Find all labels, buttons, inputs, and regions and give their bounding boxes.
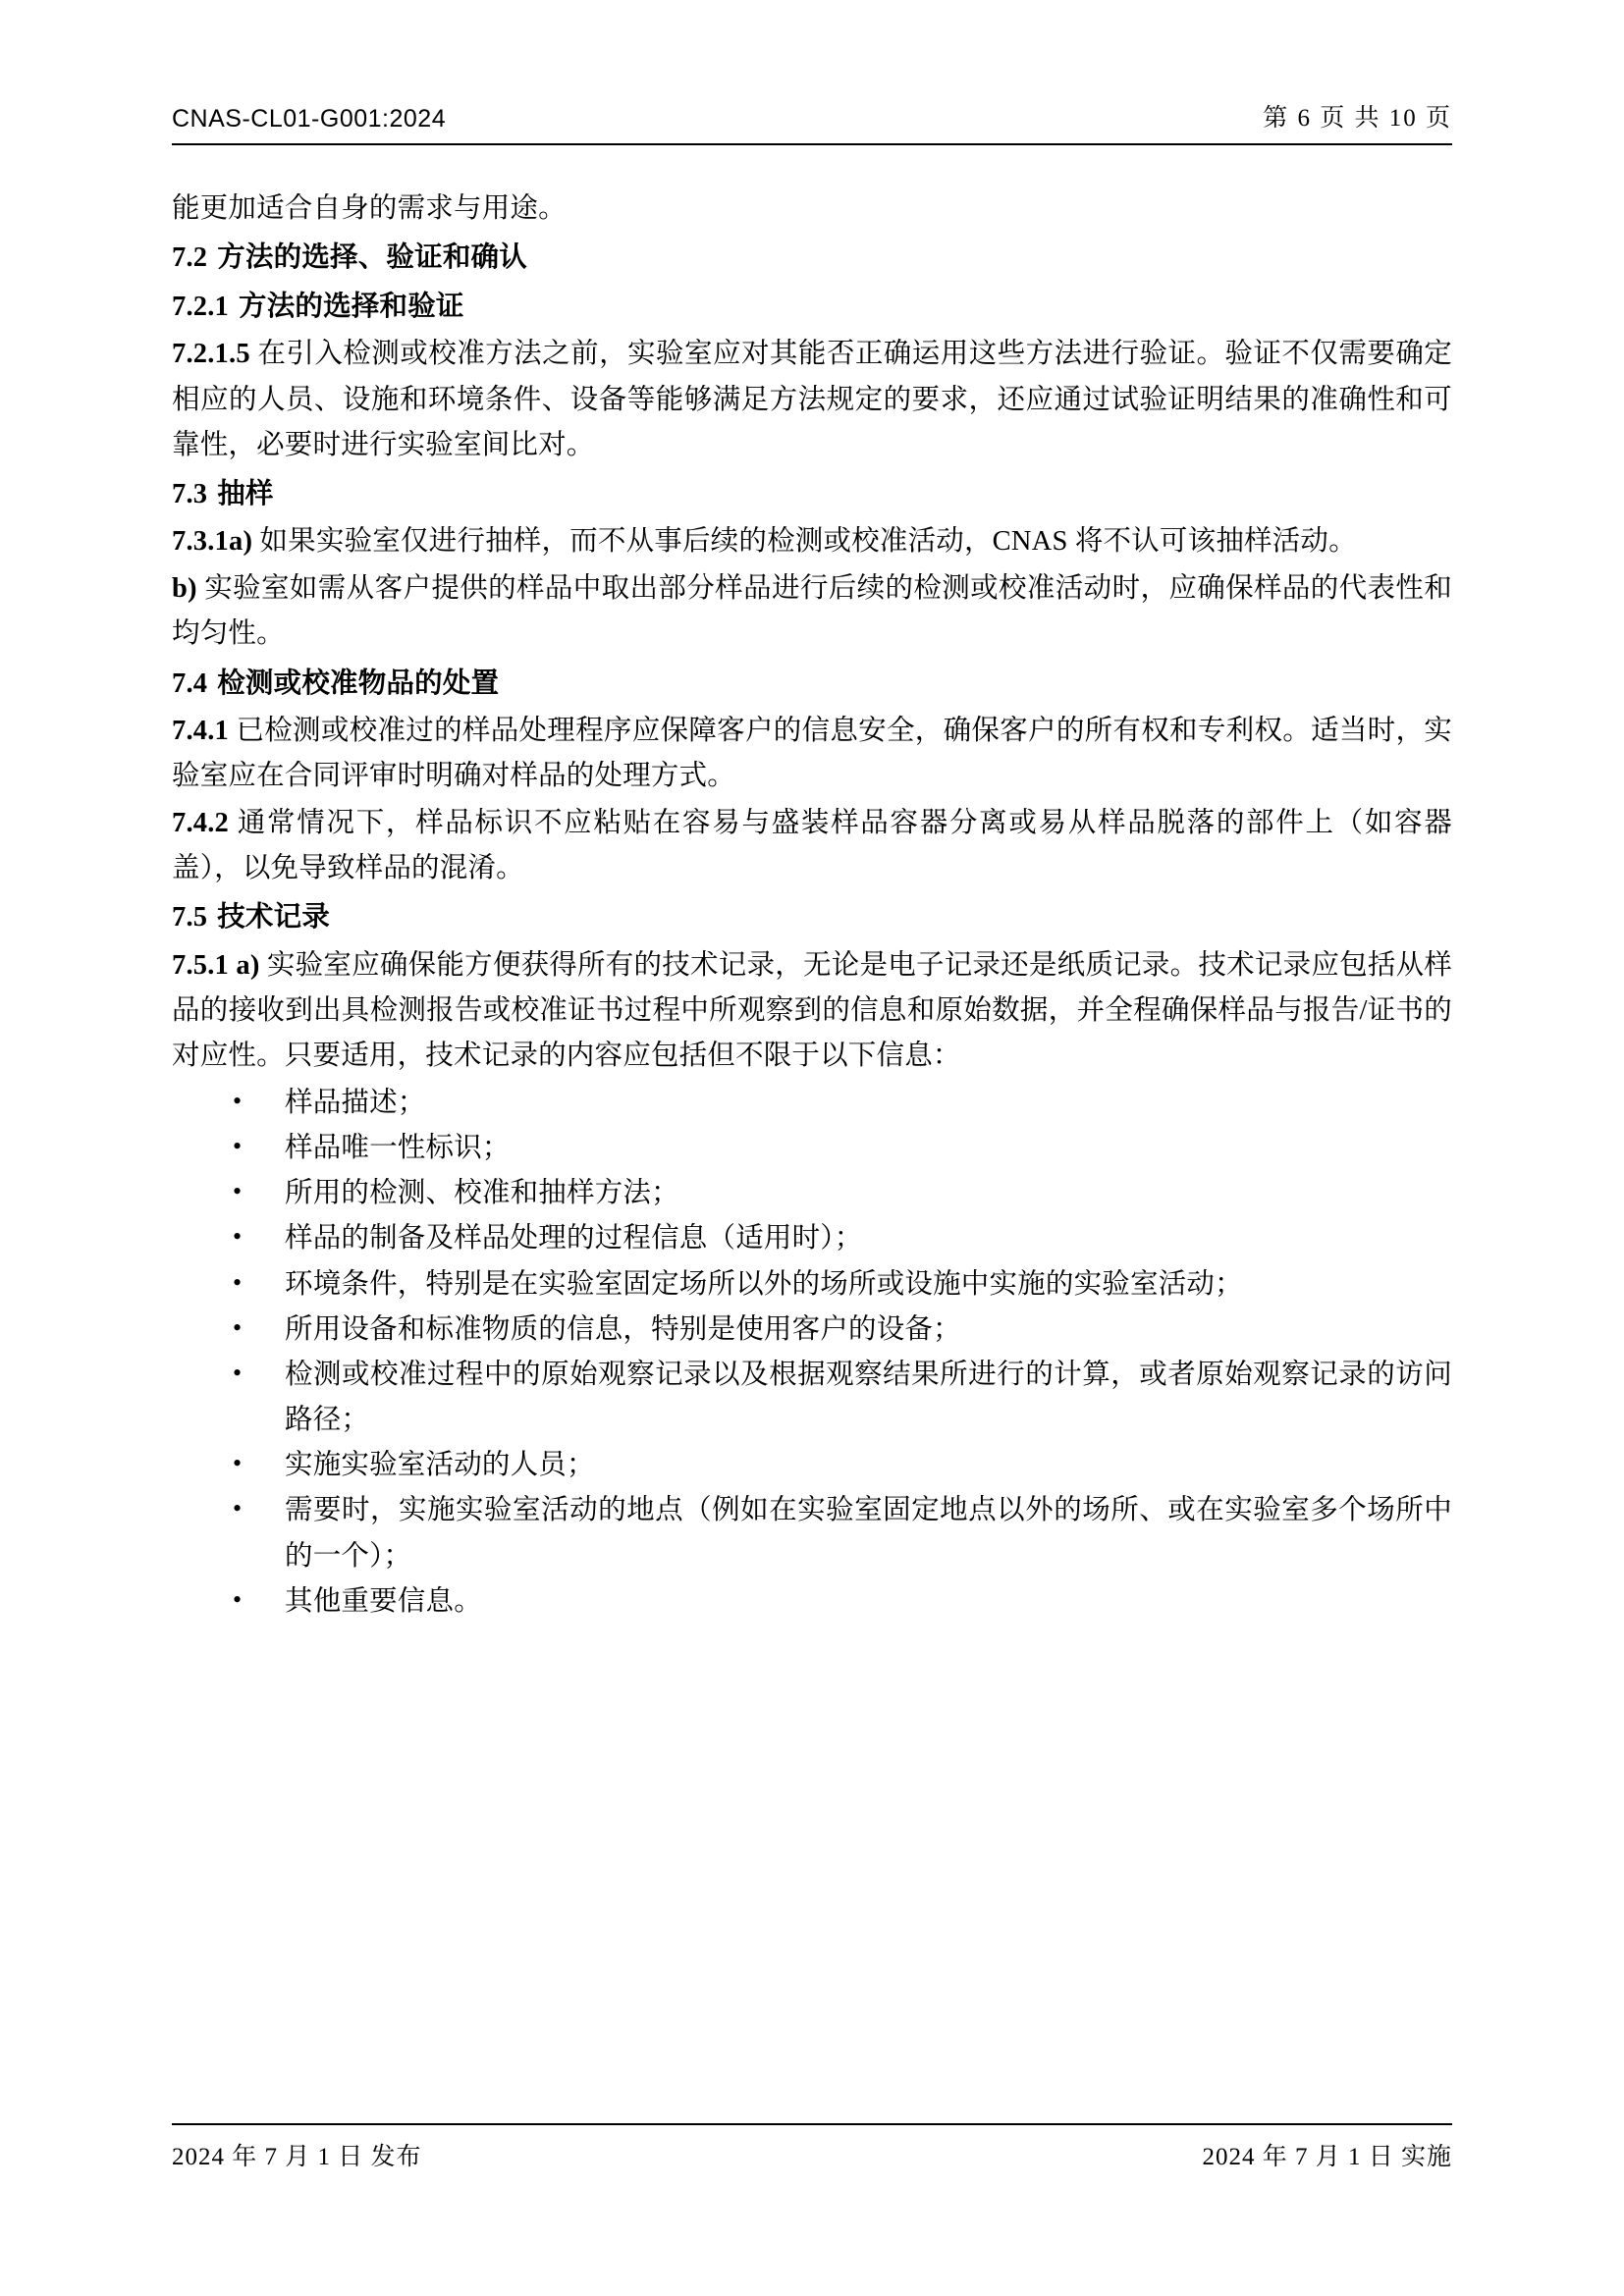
- footer-effective-date: 2024 年 7 月 1 日 实施: [1202, 2144, 1452, 2170]
- list-item: [172, 1216, 1452, 1261]
- heading-7-4-text: 检测或校准物品的处置: [217, 667, 500, 699]
- list-item-text: 所用设备和标准物质的信息，特别是使用客户的设备；: [285, 1313, 961, 1345]
- heading-7-2-1-text: 方法的选择和验证: [239, 292, 464, 323]
- paragraph-7-3-1b-text: 实验室如需从客户提供的样品中取出部分样品进行后续的检测或校准活动时，应确保样品的代表性和均匀性。: [172, 573, 1452, 650]
- list-item-text: 其他重要信息。: [285, 1585, 482, 1617]
- heading-7-2-1: [172, 285, 1452, 330]
- paragraph-7-3-1b-number: b): [172, 573, 197, 605]
- paragraph-7-5-1a-number: 7.5.1 a): [172, 949, 260, 981]
- paragraph-7-4-2: [172, 801, 1452, 891]
- list-item-text: 所用的检测、校准和抽样方法；: [285, 1178, 679, 1209]
- bullet-icon: •: [233, 1086, 243, 1115]
- bullet-icon: •: [233, 1449, 243, 1478]
- page-footer: [172, 2123, 1452, 2172]
- paragraph-7-4-1: [172, 709, 1452, 799]
- heading-7-2: [172, 236, 1452, 281]
- list-item: [172, 1579, 1452, 1625]
- list-item: [172, 1308, 1452, 1353]
- paragraph-7-4-2-text: 通常情况下，样品标识不应粘贴在容易与盛装样品容器分离或易从样品脱落的部件上（如容器盖），以免导致样品的混淆。: [172, 808, 1453, 884]
- bullet-icon: •: [233, 1132, 243, 1161]
- page-header: [172, 98, 1452, 145]
- list-item-text: 样品唯一性标识；: [285, 1133, 511, 1164]
- heading-7-3-text: 抽样: [217, 478, 274, 509]
- paragraph-7-3-1a-number: 7.3.1a): [172, 526, 253, 558]
- list-item: [172, 1126, 1452, 1171]
- paragraph-7-3-1b: [172, 566, 1452, 657]
- heading-7-2-1-number: 7.2.1: [172, 292, 229, 323]
- paragraph-7-4-1-text: 已检测或校准过的样品处理程序应保障客户的信息安全，确保客户的所有权和专利权。适当时，实验室应在合同评审时明确对样品的处理方式。: [172, 715, 1452, 791]
- list-item-text: 样品的制备及样品处理的过程信息（适用时）；: [285, 1223, 863, 1255]
- list-item-text: 需要时，实施实验室活动的地点（例如在实验室固定地点以外的场所、或在实验室多个场所中的一个）；: [285, 1495, 1452, 1572]
- list-item: [172, 1488, 1452, 1578]
- bullet-icon: •: [233, 1584, 243, 1614]
- document-code: CNAS-CL01-G001:2024: [172, 105, 447, 133]
- paragraph-7-5-1a-text: 实验室应确保能方便获得所有的技术记录，无论是电子记录还是纸质记录。技术记录应包括从样品的接收到出具检测报告或校准证书过程中所观察到的信息和原始数据，并全程确保样品与报告/证书的对应性。只要适用，技术记录的内容应包括但不限于以下信息：: [172, 949, 1453, 1071]
- list-item-text: 实施实验室活动的人员；: [285, 1450, 595, 1481]
- list-item-text: 样品描述；: [285, 1087, 426, 1118]
- page-number: 第 6 页 共 10 页: [1263, 105, 1452, 132]
- heading-7-2-number: 7.2: [172, 242, 208, 274]
- bullet-icon: •: [233, 1177, 243, 1206]
- heading-7-3-number: 7.3: [172, 478, 208, 509]
- list-item-text: 检测或校准过程中的原始观察记录以及根据观察结果所进行的计算，或者原始观察记录的访问路径；: [285, 1359, 1452, 1436]
- heading-7-5-text: 技术记录: [217, 902, 331, 934]
- bullet-icon: •: [233, 1494, 243, 1523]
- heading-7-4-number: 7.4: [172, 667, 208, 699]
- heading-7-5: [172, 895, 1452, 940]
- list-item-text: 环境条件，特别是在实验室固定场所以外的场所或设施中实施的实验室活动；: [285, 1268, 1243, 1300]
- carryover-paragraph: 能更加适合自身的需求与用途。: [172, 193, 567, 224]
- paragraph-7-3-1a: [172, 519, 1452, 564]
- bullet-icon: •: [233, 1267, 243, 1297]
- footer-issue-date: 2024 年 7 月 1 日 发布: [172, 2144, 422, 2170]
- bullet-icon: •: [233, 1358, 243, 1387]
- paragraph-7-4-2-number: 7.4.2: [172, 808, 229, 839]
- heading-7-5-number: 7.5: [172, 902, 208, 934]
- heading-7-2-text: 方法的选择、验证和确认: [217, 242, 527, 274]
- paragraph-7-2-1-5-number: 7.2.1.5: [172, 339, 250, 370]
- bullet-icon: •: [233, 1222, 243, 1252]
- list-item: [172, 1262, 1452, 1308]
- technical-record-list: [172, 1081, 1452, 1625]
- heading-7-3: [172, 472, 1452, 517]
- list-item: [172, 1081, 1452, 1126]
- heading-7-4: [172, 662, 1452, 707]
- document-body: [172, 187, 1452, 1625]
- list-item: [172, 1443, 1452, 1488]
- paragraph-7-5-1a: [172, 943, 1452, 1079]
- bullet-icon: •: [233, 1312, 243, 1342]
- paragraph-7-2-1-5: [172, 332, 1452, 467]
- list-item: [172, 1353, 1452, 1443]
- paragraph-7-4-1-number: 7.4.1: [172, 715, 229, 746]
- paragraph-7-2-1-5-text: 在引入检测或校准方法之前，实验室应对其能否正确运用这些方法进行验证。验证不仅需要确定相应的人员、设施和环境条件、设备等能够满足方法规定的要求，还应通过试验证明结果的准确性和可靠性，必要时进行实验室间比对。: [172, 339, 1453, 460]
- paragraph-7-3-1a-text: 如果实验室仅进行抽样，而不从事后续的检测或校准活动，CNAS 将不认可该抽样活动。: [259, 526, 1357, 558]
- list-item: [172, 1171, 1452, 1216]
